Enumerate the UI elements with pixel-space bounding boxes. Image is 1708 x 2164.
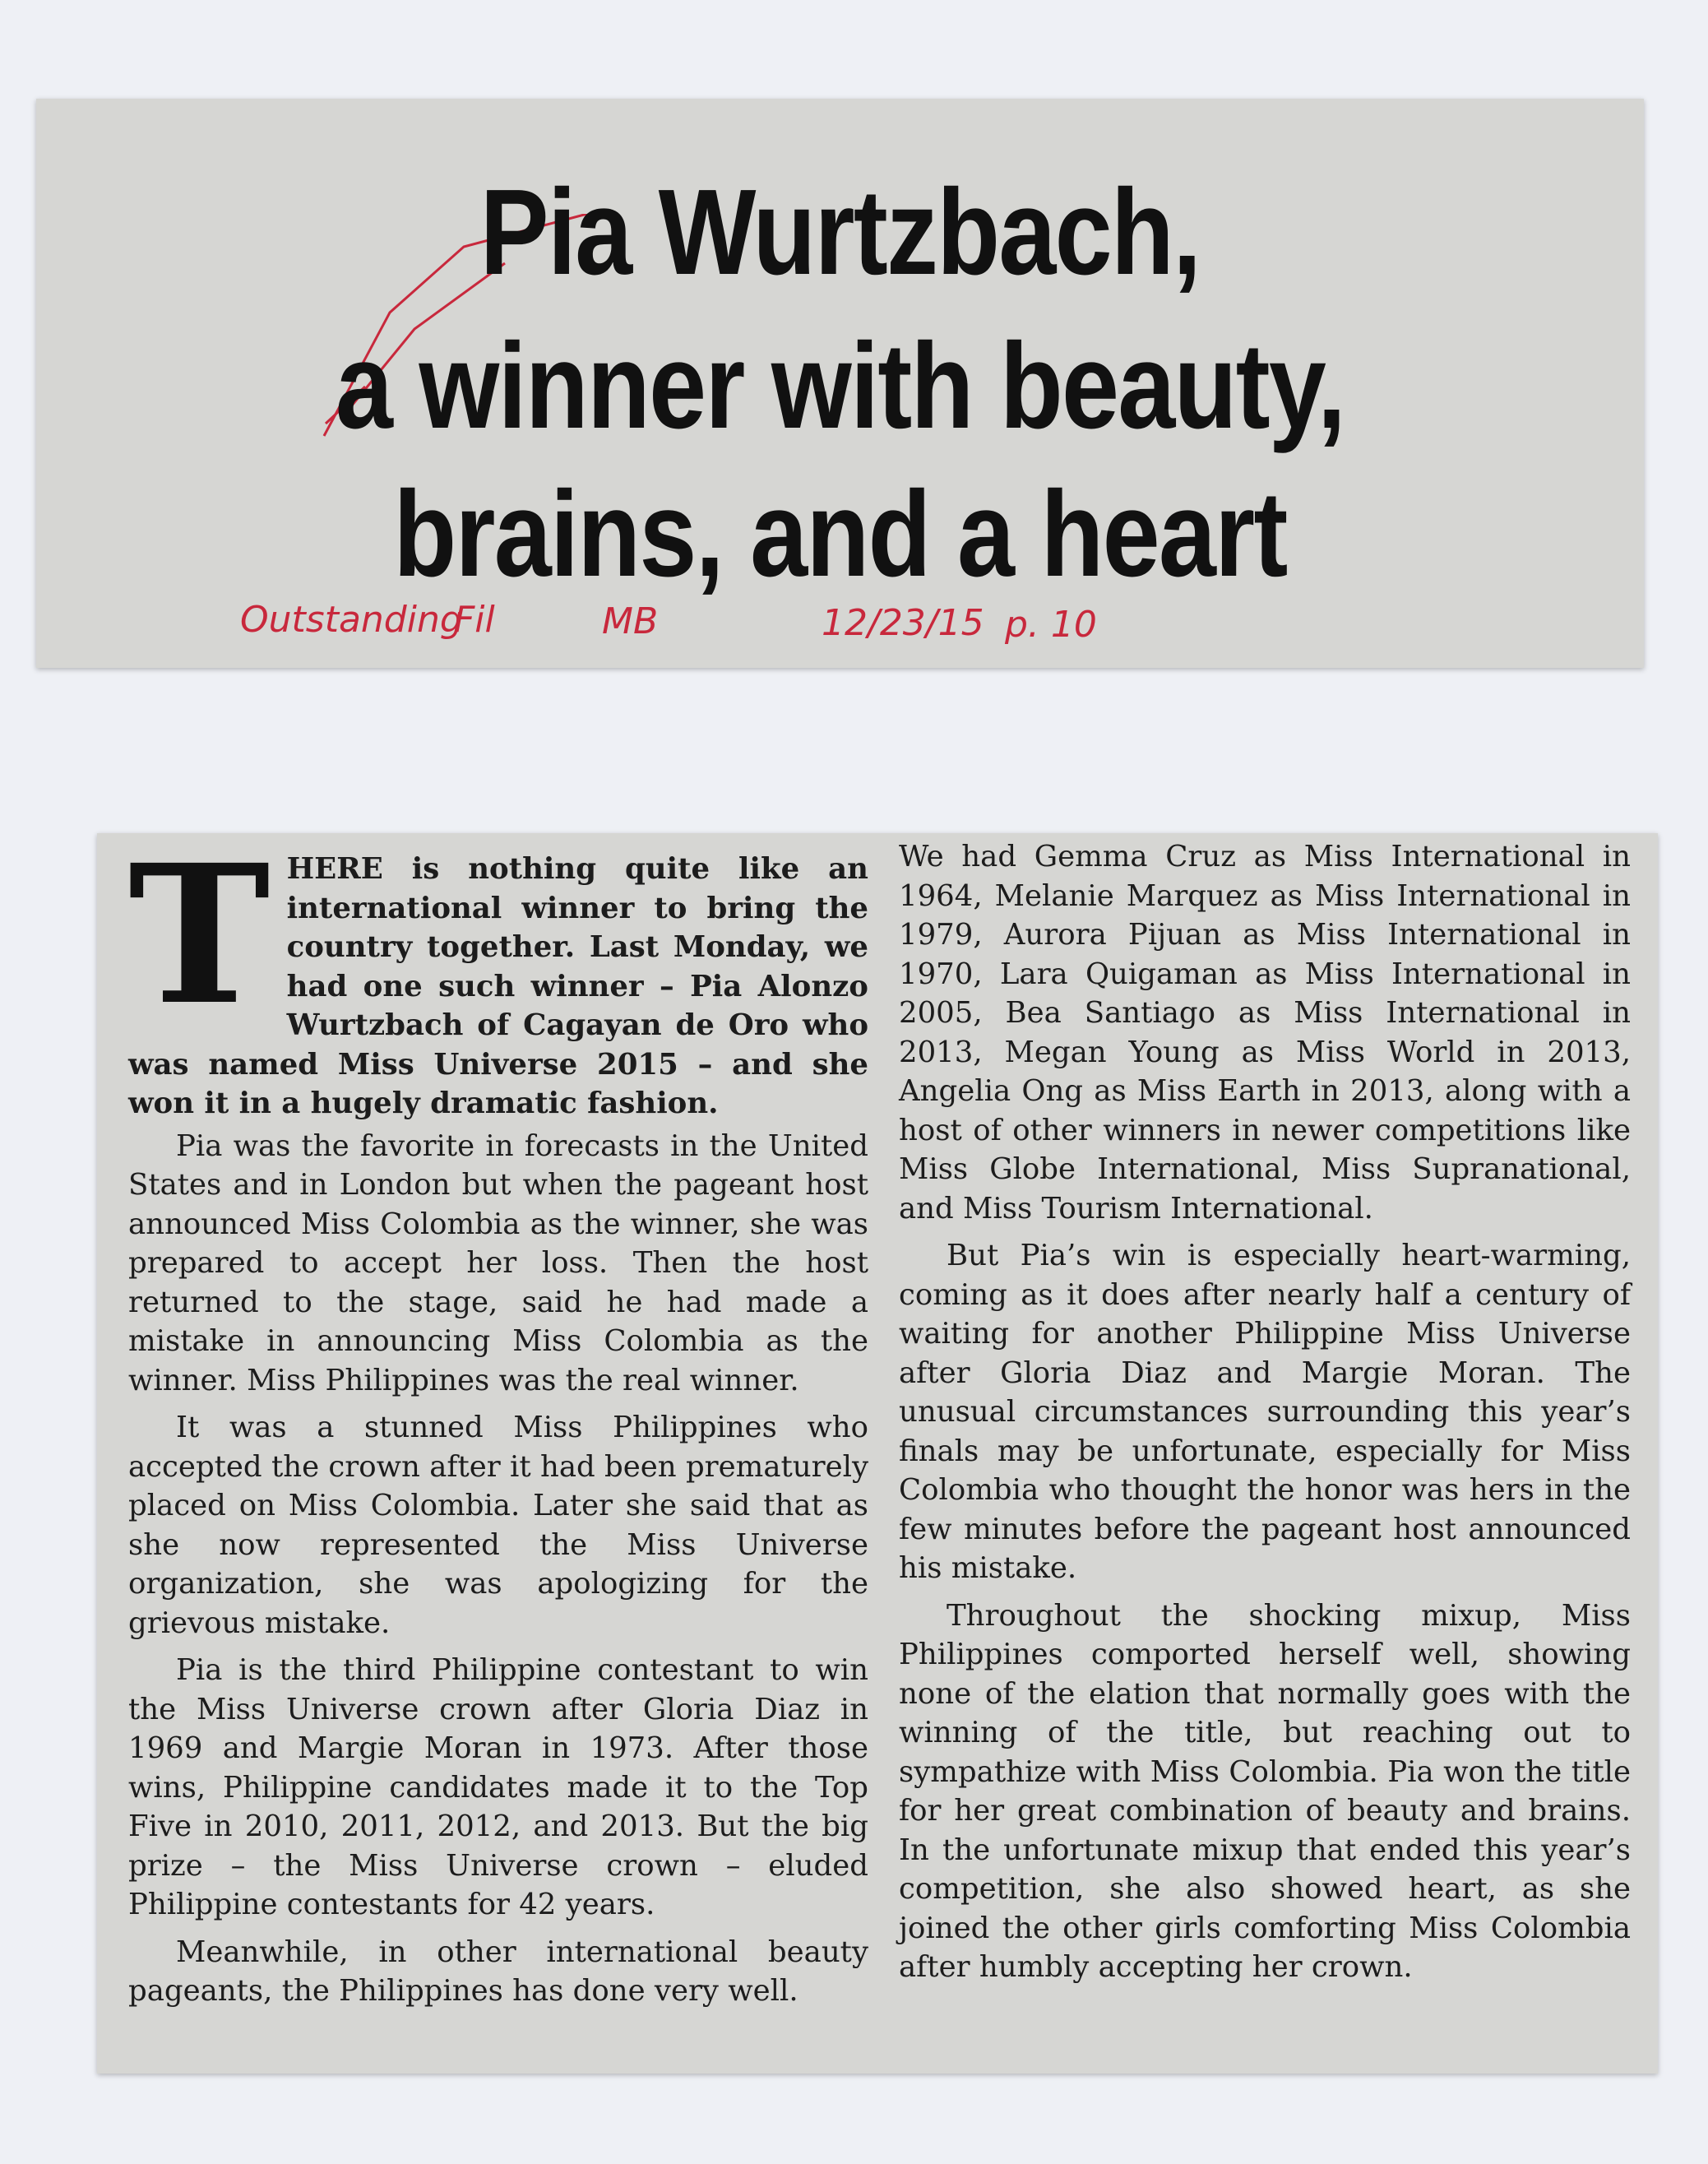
article-column-left	[128, 823, 868, 2019]
article-lead-paragraph	[128, 823, 868, 1124]
article-paragraph: Throughout the shocking mixup, Miss Philippines comported herself well, showing none of the elation that normally goes with the winning of the title, but reaching out to sympathize with Miss Colombia. Pia won the title for her great combination of beauty and brains. In the unfortunate mixup that ended this year’s competition, she also showed heart, as she joined the other girls comforting Miss Colombia after humbly accepting her crown.	[899, 1598, 1631, 1984]
article-paragraph: Pia is the third Philippine contestant to win the Miss Universe crown after Gloria Diaz in 1969 and Margie Moran in 1973. After those wins, Philippine candidates made it to the Top Five in 2010, 2011, 2012, and 2013. But the big prize – the Miss Universe crown – eluded Philippine contestants for 42 years.	[128, 1653, 868, 1921]
lead-text: HERE is nothing quite like an international winner to bring the country together. Last Monday, we had one such winner – Pia Alonzo Wurtzbach of Cagayan de Oro who was named Miss Universe 2015 – and she won it in a hugely dramatic fashion.	[128, 852, 868, 1120]
handwritten-source: Outstanding	[240, 599, 463, 641]
handwritten-date: 12/23/15	[822, 602, 984, 644]
handwritten-publication: MB	[602, 600, 659, 642]
headline-line-2: a winner with beauty,	[335, 318, 1345, 454]
article-paragraph: We had Gemma Cruz as Miss International in 1964, Melanie Marquez as Miss International in 1979, Aurora Pijuan as Miss International in 1970, Lara Quigaman as Miss International in 2005, Bea Santiago as Miss International in 2013, Megan Young as Miss World in 2013, Angelia Ong as Miss Earth in 2013, along with a host of other winners in newer competitions like Miss Globe International, Miss Supranational, and Miss Tourism International.	[899, 840, 1631, 1226]
article-paragraph: But Pia’s win is especially heart-warming, coming as it does after nearly half a century of waiting for another Philippine Miss Universe after Gloria Diaz and Margie Moran. The unusual circumstances surrounding this year’s finals may be unfortunate, especially for Miss Colombia who thought the honor was hers in the few minutes before the pageant host announced his mistake.	[899, 1239, 1631, 1585]
headline-line-3: brains, and a heart	[393, 466, 1287, 602]
article-paragraph: It was a stunned Miss Philippines who accepted the crown after it had been prematurely placed on Miss Colombia. Later she said that as she now represented the Miss Universe organization, she was apologizing for the grievous mistake.	[128, 1411, 868, 1640]
headline-line-1: Pia Wurtzbach,	[479, 165, 1201, 300]
article-paragraph: Pia was the favorite in forecasts in the United States and in London but when the pageant host announced Miss Colombia as the winner, she was prepared to accept her loss. Then the host returned to the stage, said he had made a mistake in announcing Miss Colombia as the winner. Miss Philippines was the real winner.	[128, 1128, 868, 1397]
article-paragraph: Meanwhile, in other international beauty pageants, the Philippines has done very well.	[128, 1935, 868, 2008]
article-clipping	[97, 823, 1658, 2074]
headline-clipping	[36, 99, 1644, 668]
handwritten-page: p. 10	[1005, 604, 1097, 646]
handwritten-category: Fil	[454, 599, 495, 641]
article-column-right	[899, 837, 1631, 1995]
drop-cap: T	[128, 823, 271, 1047]
